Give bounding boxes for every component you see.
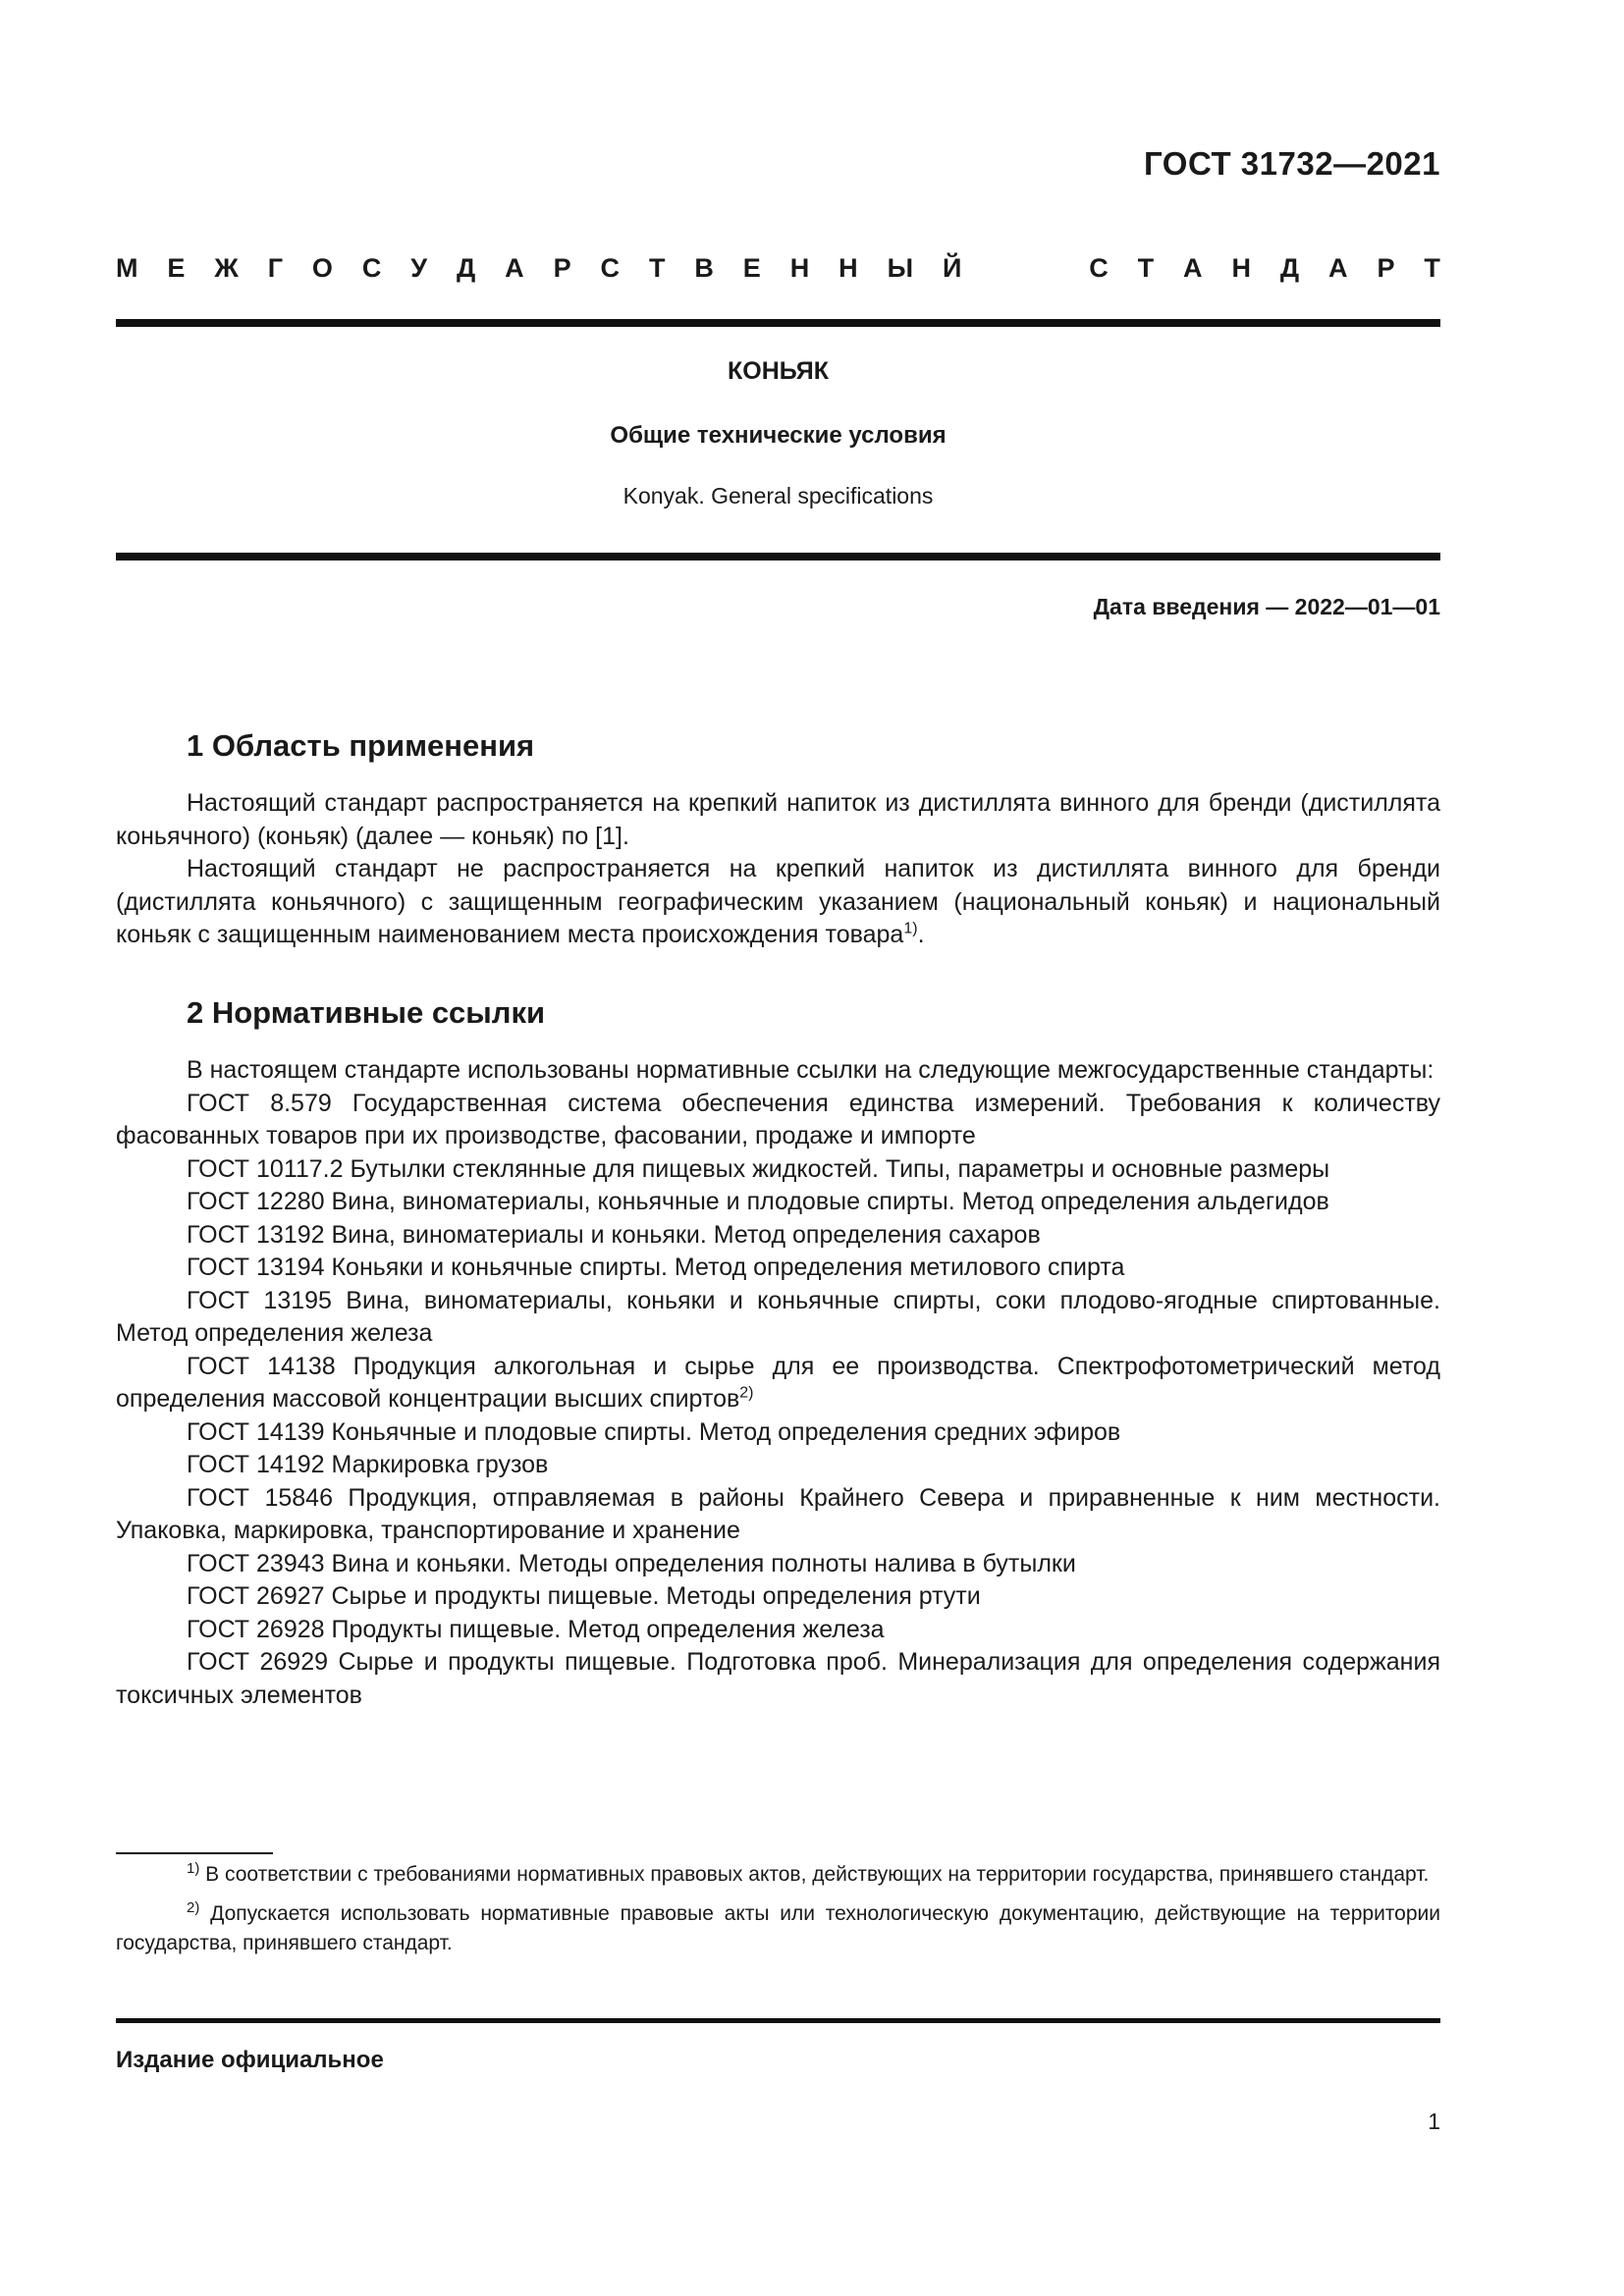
letter: Р (1377, 253, 1395, 283)
footnote-separator (116, 1852, 273, 1854)
letter: М (116, 253, 138, 283)
letter: Д (1279, 253, 1300, 283)
official-edition-label: Издание официальное (116, 2047, 384, 2073)
letter: В (694, 253, 714, 283)
letter: Ж (214, 253, 239, 283)
title-rule (116, 553, 1440, 561)
letter: Д (457, 253, 476, 283)
reference-item: ГОСТ 13192 Вина, виноматериалы и коньяки. Метод определения сахаров (187, 1220, 1041, 1249)
footnote-text: В соответствии с требованиями нормативных правовых актов, действующих на территории государства, принявшего стандарт. (199, 1863, 1430, 1886)
reference-text: ГОСТ 14138 Продукция алкогольная и сырье для ее производства. Спектрофотометрический метод определения массовой концентрации высших спиртов (116, 1352, 1440, 1413)
reference-item: ГОСТ 13195 Вина, виноматериалы, коньяки и коньячные спирты, соки плодово-ягодные спиртованные. Метод определения железа (116, 1286, 1440, 1347)
paragraph-text: Настоящий стандарт не распространяется на крепкий напиток из дистиллята винного для бренди (дистиллята коньячного) с защищенным географическим указанием (национальный коньяк) и национальный коньяк с защищенным наименованием места происхождения товара (116, 855, 1440, 948)
reference-item: ГОСТ 14192 Маркировка грузов (187, 1451, 549, 1478)
letter: Т (1137, 253, 1155, 283)
paragraph (116, 853, 1440, 952)
letter: С (600, 253, 621, 283)
section-references-body (116, 1054, 1440, 1712)
document-subtitle: Общие технические условия (610, 422, 947, 449)
reference-item: ГОСТ 12280 Вина, виноматериалы, коньячные и плодовые спирты. Метод определения альдегидов (187, 1188, 1329, 1215)
reference-item: ГОСТ 14139 Коньячные и плодовые спирты. Метод определения средних эфиров (187, 1417, 1121, 1446)
word-gap (991, 253, 1059, 284)
letter: О (311, 253, 333, 283)
letter: Н (839, 253, 858, 283)
footnote-ref[interactable]: 2) (739, 1384, 754, 1402)
letter: Т (648, 253, 666, 283)
document-page (116, 0, 1440, 2296)
section-heading-references: 2 Нормативные ссылки (187, 995, 546, 1030)
letter: Ы (887, 253, 914, 283)
reference-item: ГОСТ 26929 Сырье и продукты пищевые. Подготовка проб. Минерализация для определения содержания токсичных элементов (116, 1648, 1440, 1709)
section-heading-scope: 1 Область применения (187, 728, 535, 763)
reference-item: ГОСТ 23943 Вина и коньяки. Методы определения полноты налива в бутылки (187, 1549, 1076, 1577)
reference-item (116, 1351, 1440, 1416)
document-title: КОНЬЯК (727, 357, 829, 385)
footnote-ref[interactable]: 1) (903, 920, 918, 937)
reference-item: ГОСТ 26927 Сырье и продукты пищевые. Методы определения ртути (187, 1582, 981, 1610)
reference-item: ГОСТ 26928 Продукты пищевые. Метод определения железа (187, 1615, 885, 1643)
footnote-mark: 2) (187, 1899, 200, 1916)
letter: Т (1424, 253, 1440, 283)
reference-item: ГОСТ 13194 Коньяки и коньячные спирты. Метод определения метилового спирта (187, 1254, 1125, 1281)
letter: Е (742, 253, 761, 283)
letter: А (1183, 253, 1203, 283)
letter: У (410, 253, 428, 283)
footnote-text: Допускается использовать нормативные правовые акты или технологическую документацию, действующие на территории государства, принявшего стандарт. (116, 1902, 1440, 1954)
letter: Е (167, 253, 186, 283)
letter: Н (789, 253, 810, 283)
letter: Г (267, 253, 283, 283)
footer-rule (116, 2018, 1440, 2023)
letter: Р (553, 253, 571, 283)
letter: А (1328, 253, 1348, 283)
section-scope-body (116, 787, 1440, 952)
letter: Й (942, 253, 962, 283)
header-rule (116, 319, 1440, 327)
footnote-item (116, 1899, 1440, 1958)
english-title: Konyak. General specifications (623, 483, 934, 508)
reference-item: ГОСТ 8.579 Государственная система обеспечения единства измерений. Требования к количеству фасованных товаров при их производстве, фасовании, продаже и импорте (116, 1089, 1440, 1149)
reference-item: ГОСТ 15846 Продукция, отправляемая в районы Крайнего Севера и приравненные к ним местности. Упаковка, маркировка, транспортирование и хранение (116, 1483, 1440, 1544)
letter: С (1089, 253, 1109, 283)
letter: С (361, 253, 382, 283)
standard-type-heading (116, 253, 1440, 284)
paragraph: Настоящий стандарт распространяется на крепкий напиток из дистиллята винного для бренди (дистиллята коньячного) (коньяк) (далее — коньяк) по [1]. (116, 789, 1440, 850)
introduction-date: Дата введения — 2022—01—01 (1093, 594, 1440, 619)
footnote-mark: 1) (187, 1860, 200, 1877)
paragraph: В настоящем стандарте использованы нормативные ссылки на следующие межгосударственные стандарты: (187, 1056, 1435, 1084)
letter: А (505, 253, 524, 283)
gost-number: ГОСТ 31732—2021 (1144, 145, 1440, 182)
page-number: 1 (1428, 2109, 1440, 2134)
reference-item: ГОСТ 10117.2 Бутылки стеклянные для пищевых жидкостей. Типы, параметры и основные размеры (187, 1154, 1330, 1183)
letter: Н (1231, 253, 1251, 283)
footnotes (116, 1860, 1440, 1968)
punctuation: . (917, 921, 925, 948)
footnote-item (116, 1860, 1440, 1890)
